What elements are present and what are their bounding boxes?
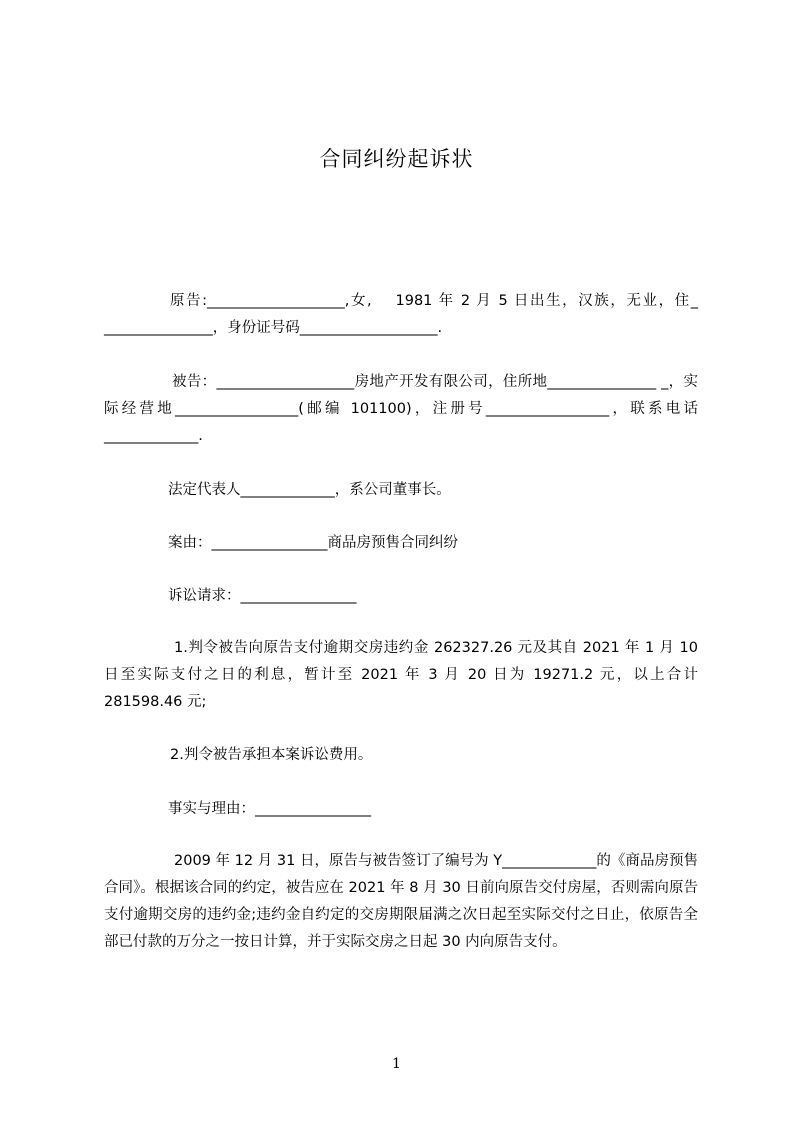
legal-representative-paragraph: 法定代表人_____________，系公司董事长。 <box>168 482 451 498</box>
claim-item-2: 2.判令被告承担本案诉讼费用。 <box>170 747 373 763</box>
claim-item-1: 1.判令被告向原告支付逾期交房违约金 262327.26 元及其自 2021 年 1 月 10 日至实际支付之日的利息，暂计至 2021 年 3 月 20 日为 19271.2 元，以上合计 281598.46 元; <box>104 640 703 710</box>
facts-paragraph: 2009 年 12 月 31 日，原告与被告签订了编号为 Y_____________的《商品房预售合同》。根据该合同的约定，被告应在 2021 年 8 月 30 日前向原告交付房屋，否则需向原告支付逾期交房的违约金;违约金自约定的交房期限届满之次日起至实际交付之日止，依原告全部已付款的万分之一按日计算，并于实际交房之日起 30 内向原告支付。 <box>104 853 698 950</box>
cause-of-action: 案由：________________商品房预售合同纠纷 <box>168 535 458 551</box>
facts-heading: 事实与理由：________________ <box>168 801 371 817</box>
claims-heading: 诉讼请求：________________ <box>168 588 357 604</box>
plaintiff-paragraph: 原告:___________________,女, 1981 年 2 月 5 日出生，汉族，无业，住_ _______________，身份证号码___________________. <box>104 293 703 336</box>
defendant-paragraph: 被告：___________________房地产开发有限公司，住所地_______________ _，实际经营地_________________(邮编 101100)，注册号_________________，联系电话_____________. <box>104 374 698 444</box>
document-title: 合同纠纷起诉状 <box>319 147 474 171</box>
page-number: 1 <box>392 1056 401 1072</box>
